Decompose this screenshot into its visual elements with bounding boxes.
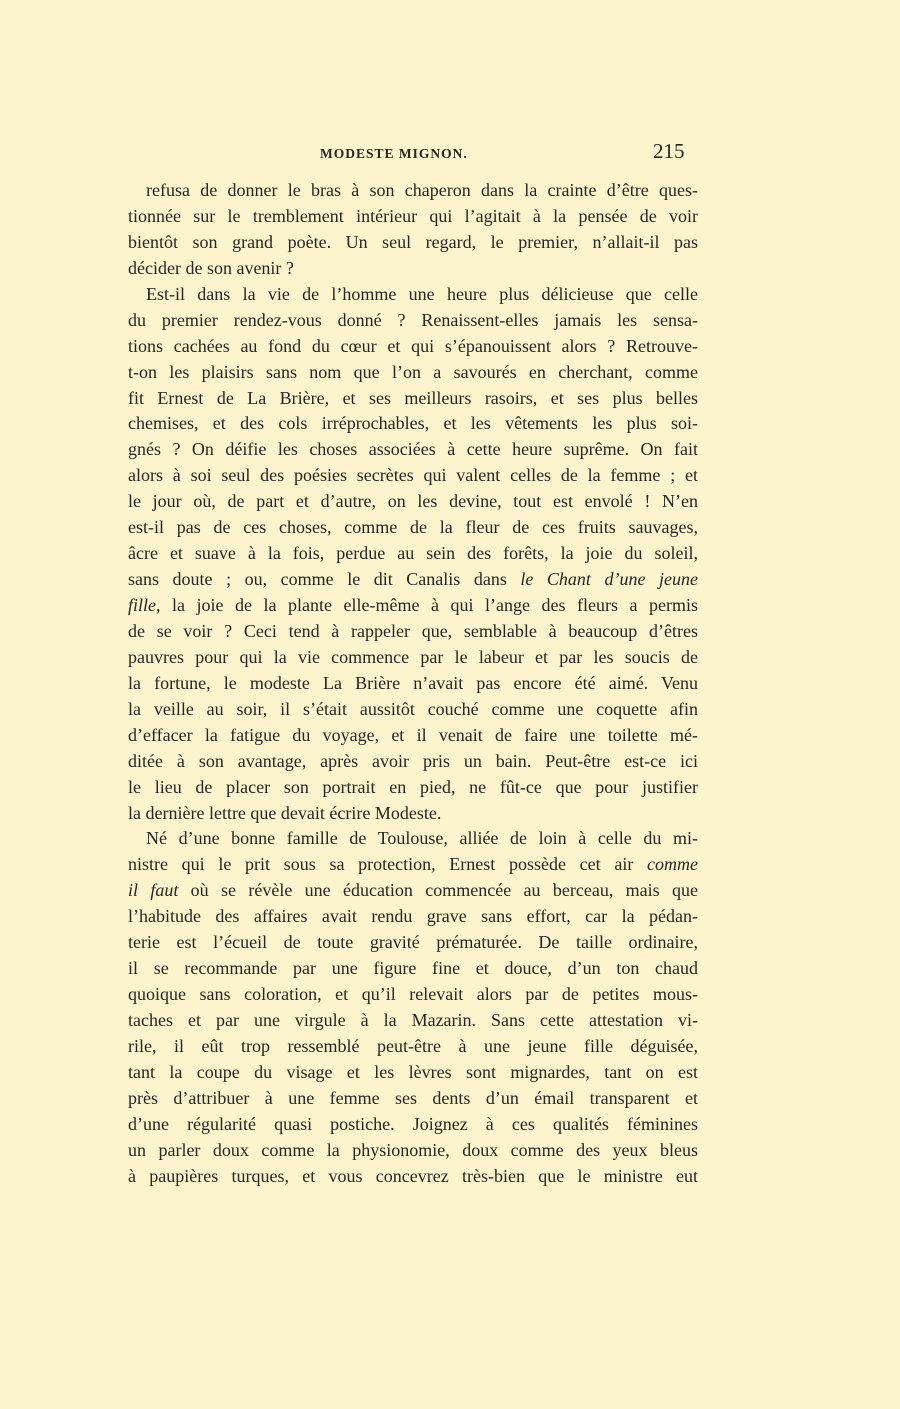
line-text: rile, il eût trop ressemblé peut-être à une jeune fille déguisée, xyxy=(128,1035,698,1056)
text-line xyxy=(128,282,698,308)
line-text: l’habitude des affaires avait rendu grave sans effort, car la pédan- xyxy=(128,906,698,927)
text-line xyxy=(128,308,698,334)
text-line xyxy=(128,775,698,801)
text-line xyxy=(128,463,698,489)
text-line xyxy=(128,204,698,230)
line-text: taches et par une virgule à la Mazarin. Sans cette attestation vi- xyxy=(128,1010,698,1030)
line-text: décider de son avenir ? xyxy=(128,257,294,278)
text-line xyxy=(128,386,698,412)
text-line xyxy=(128,930,698,956)
text-line xyxy=(128,956,698,982)
text-line xyxy=(128,697,698,723)
line-text: chemises, et des cols irréprochables, et les vêtements les plus soi- xyxy=(128,413,698,434)
page-number: 215 xyxy=(653,139,685,163)
text-line xyxy=(128,1138,698,1164)
line-text: sans doute ; ou, comme le dit Canalis dans xyxy=(128,569,521,590)
line-text: le lieu de placer son portrait en pied, ne fût-ce que pour justifier xyxy=(128,776,698,797)
text-line xyxy=(128,230,698,256)
text-line xyxy=(128,567,698,593)
text-line xyxy=(128,334,698,360)
text-line xyxy=(128,541,698,567)
line-text: d’effacer la fatigue du voyage, et il venait de faire une toilette mé- xyxy=(128,724,698,745)
line-text: un parler doux comme la physionomie, doux comme des yeux bleus xyxy=(128,1139,698,1160)
text-line xyxy=(128,593,698,619)
line-text: est-il pas de ces choses, comme de la fleur de ces fruits sauvages, xyxy=(128,517,698,538)
text-line xyxy=(128,619,698,645)
line-text: la dernière lettre que devait écrire Modeste. xyxy=(128,802,442,823)
line-text: tionnée sur le tremblement intérieur qui l’agitait à la pensée de voir xyxy=(128,205,698,226)
text-line xyxy=(128,852,698,878)
text-line xyxy=(128,411,698,437)
text-line xyxy=(128,515,698,541)
line-text: nistre qui le prit sous sa protection, Ernest possède cet air xyxy=(128,854,648,875)
line-text: refusa de donner le bras à son chaperon dans la crainte d’être ques- xyxy=(146,180,698,200)
text-line xyxy=(128,982,698,1008)
line-text: Est-il dans la vie de l’homme une heure plus délicieuse que celle xyxy=(146,283,698,304)
line-text: terie est l’écueil de toute gravité prématurée. De taille ordinaire, xyxy=(128,932,698,953)
line-text: fit Ernest de La Brière, et ses meilleurs rasoirs, et ses plus belles xyxy=(128,387,698,408)
line-text: ditée à son avantage, après avoir pris un bain. Peut-être est-ce ici xyxy=(128,750,698,771)
text-line xyxy=(128,256,698,282)
line-text: bientôt son grand poète. Un seul regard, le premier, n’allait-il pas xyxy=(128,231,698,252)
line-text: alors à soi seul des poésies secrètes qui valent celles de la femme ; et xyxy=(128,465,698,486)
line-text: quoique sans coloration, et qu’il relevait alors par de petites mous- xyxy=(128,984,698,1005)
line-text: du premier rendez-vous donné ? Renaissent-elles jamais les sensa- xyxy=(128,309,698,330)
body-text xyxy=(128,178,698,1190)
italic-title-text: fille xyxy=(128,595,156,615)
line-text: pauvres pour qui la vie commence par le labeur et par les soucis de xyxy=(128,646,698,667)
line-text: tant la coupe du visage et les lèvres sont mignardes, tant on est xyxy=(128,1061,698,1082)
text-line xyxy=(128,437,698,463)
text-line xyxy=(128,1034,698,1060)
text-line xyxy=(128,749,698,775)
text-line xyxy=(128,878,698,904)
line-text: t-on les plaisirs sans nom que l’on a savourés en cherchant, comme xyxy=(128,361,698,382)
line-text: où se révèle une éducation commencée au berceau, mais que xyxy=(178,880,698,901)
line-text: il se recommande par une figure fine et douce, d’un ton chaud xyxy=(128,958,698,979)
line-text: gnés ? On déifie les choses associées à cette heure suprême. On fait xyxy=(128,439,698,460)
italic-title-text: il faut xyxy=(128,880,179,901)
line-text: , la joie de la plante elle-même à qui l’ange des fleurs a permis xyxy=(156,595,698,615)
text-line xyxy=(128,1112,698,1138)
text-line xyxy=(128,1164,698,1190)
line-text: à paupières turques, et vous concevrez très-bien que le ministre eut xyxy=(128,1165,698,1186)
line-text: la veille au soir, il s’était aussitôt couché comme une coquette afin xyxy=(128,698,698,719)
text-line xyxy=(128,671,698,697)
text-line xyxy=(128,904,698,930)
line-text: tions cachées au fond du cœur et qui s’épanouissent alors ? Retrouve- xyxy=(128,335,698,356)
running-head: MODESTE MIGNON. xyxy=(320,146,468,161)
line-text: la fortune, le modeste La Brière n’avait pas encore été aimé. Venu xyxy=(128,672,698,693)
text-line xyxy=(128,489,698,515)
text-line xyxy=(128,826,698,852)
line-text: Né d’une bonne famille de Toulouse, alliée de loin à celle du mi- xyxy=(146,828,698,849)
line-text: près d’attribuer à une femme ses dents d’un émail transparent et xyxy=(128,1087,698,1108)
line-text: d’une régularité quasi postiche. Joignez à ces qualités féminines xyxy=(128,1113,698,1134)
text-line xyxy=(128,645,698,671)
text-line xyxy=(128,801,698,827)
line-text: le jour où, de part et d’autre, on les devine, tout est envolé ! N’en xyxy=(128,491,698,512)
text-line xyxy=(128,1008,698,1034)
text-line xyxy=(128,723,698,749)
text-line xyxy=(128,1086,698,1112)
italic-title-text: le Chant d’une jeune xyxy=(520,569,698,590)
line-text: âcre et suave à la fois, perdue au sein des forêts, la joie du soleil, xyxy=(128,543,698,564)
text-line xyxy=(128,178,698,204)
text-line xyxy=(128,360,698,386)
italic-title-text: comme xyxy=(647,854,698,875)
line-text: de se voir ? Ceci tend à rappeler que, semblable à beaucoup d’êtres xyxy=(128,620,698,641)
text-line xyxy=(128,1060,698,1086)
